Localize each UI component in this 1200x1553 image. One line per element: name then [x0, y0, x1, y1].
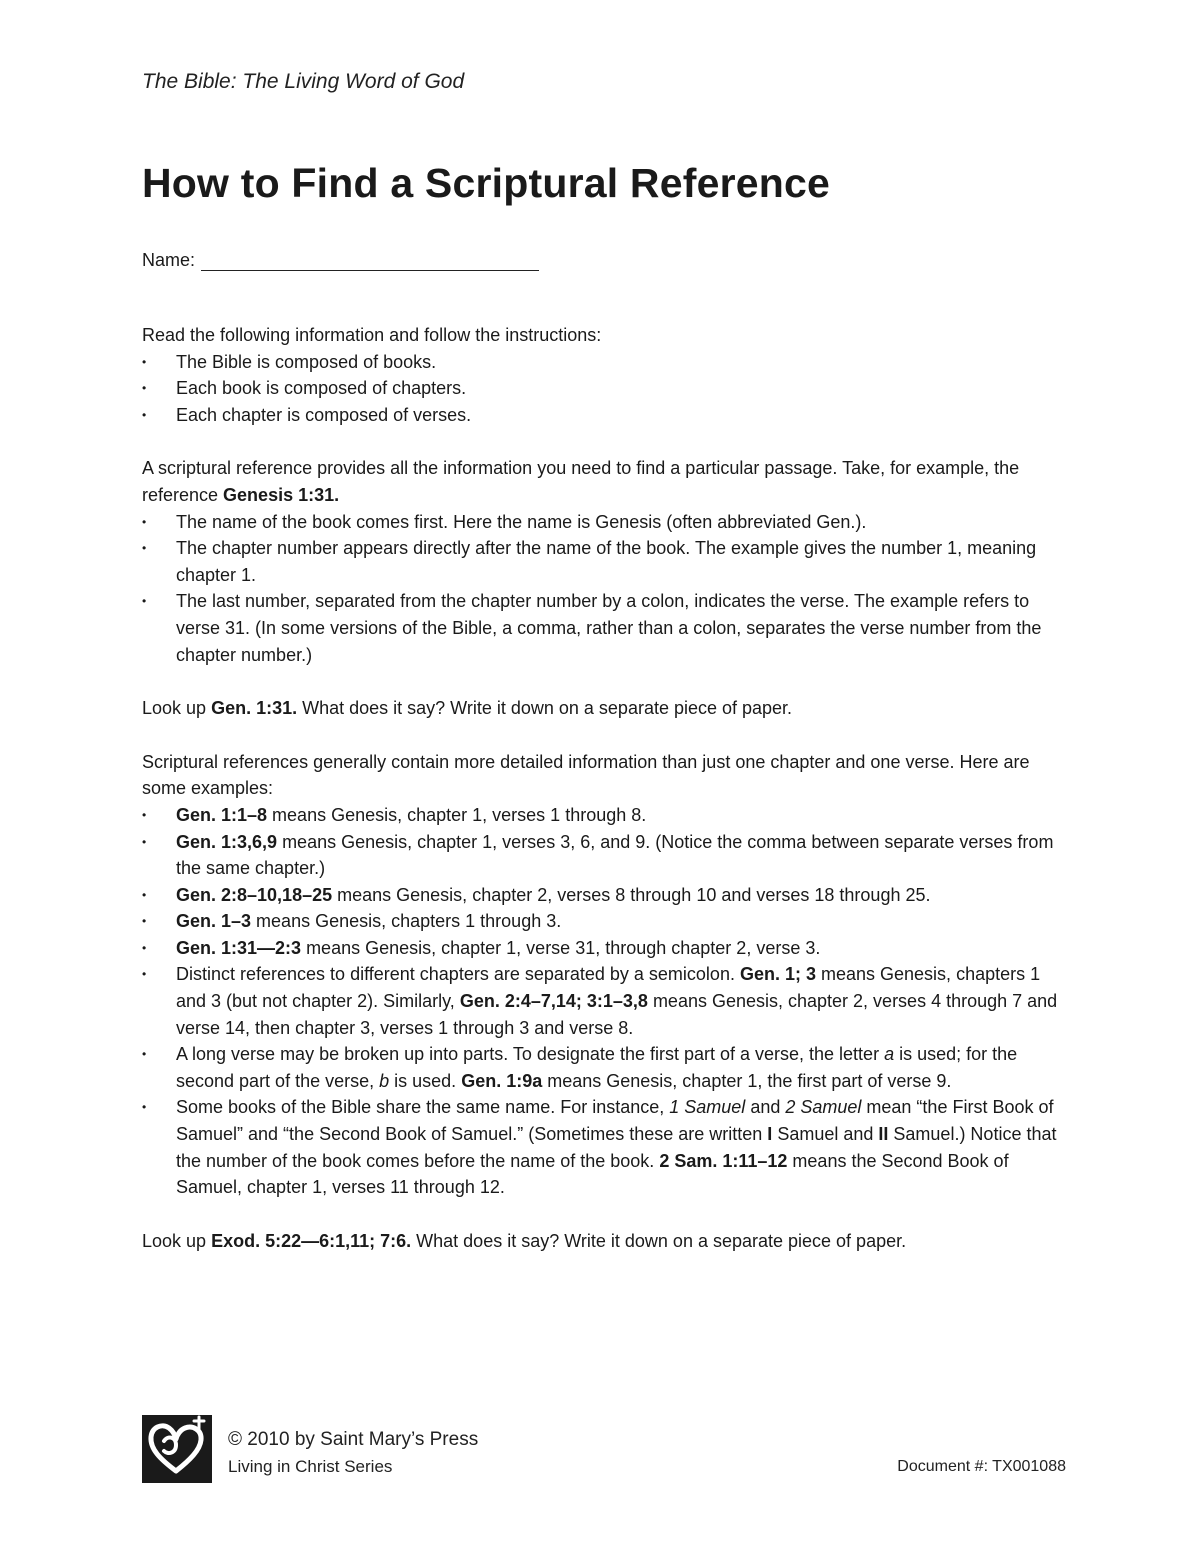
running-header: The Bible: The Living Word of God	[142, 70, 465, 93]
name-label: Name:	[142, 250, 196, 270]
document-number: Document #: TX001088	[897, 1458, 1066, 1475]
list-item: • The last number, separated from the chapter number by a colon, indicates the verse. The example refers to verse 31. (In some versions of the Bible, a comma, rather than a colon, separates the verse number from the chapter number.)	[142, 588, 1062, 668]
lookup-instruction-1: Look up Gen. 1:31. What does it say? Write it down on a separate piece of paper.	[142, 698, 793, 719]
list-item: • Gen. 1:31—2:3 means Genesis, chapter 1, verse 31, through chapter 2, verse 3.	[142, 935, 1062, 962]
list-item: • Each chapter is composed of verses.	[142, 402, 1062, 429]
list-item: • Distinct references to different chapters are separated by a semicolon. Gen. 1; 3 means Genesis, chapters 1 and 3 (but not chapter 2). Similarly, Gen. 2:4–7,14; 3:1–3,8 means Genesis, chapter 2, verses 4 through 7 and verse 14, then chapter 3, verses 1 through 3 and verse 8.	[142, 961, 1062, 1041]
bullet-icon: •	[142, 354, 147, 369]
bullet-icon: •	[142, 541, 147, 556]
reference-example: Genesis 1:31.	[223, 484, 340, 505]
list-item: • The name of the book comes first. Here the name is Genesis (often abbreviated Gen.).	[142, 509, 1062, 536]
page-footer	[142, 1415, 1072, 1485]
list-item: • The chapter number appears directly after the name of the book. The example gives the number 1, meaning chapter 1.	[142, 535, 1062, 588]
bullet-icon: •	[142, 807, 147, 822]
document-page	[142, 0, 1072, 1553]
bullet-icon: •	[142, 887, 147, 902]
bullet-icon: •	[142, 940, 147, 955]
bullet-icon: •	[142, 1047, 147, 1062]
page-title: How to Find a Scriptural Reference	[142, 160, 830, 206]
bullet-icon: •	[142, 594, 147, 609]
document-body	[142, 322, 1062, 1254]
intro-text: Read the following information and follow the instructions:	[142, 325, 602, 345]
list-item: • Some books of the Bible share the same name. For instance, 1 Samuel and 2 Samuel mean “the First Book of Samuel” and “the Second Book of Samuel.” (Sometimes these are written I Samuel and II Samuel.) Notice that the number of the book comes before the name of the book. 2 Sam. 1:11–12 means the Second Book of Samuel, chapter 1, verses 11 through 12.	[142, 1094, 1062, 1200]
list-item: • Gen. 1–3 means Genesis, chapters 1 through 3.	[142, 908, 1062, 935]
reference-intro-text: A scriptural reference provides all the information you need to find a particular passage. Take, for example, the reference Genesis 1:31.	[142, 458, 1020, 505]
lookup-instruction-2: Look up Exod. 5:22—6:1,11; 7:6. What does it say? Write it down on a separate piece of paper.	[142, 1230, 907, 1251]
list-item: • A long verse may be broken up into parts. To designate the first part of a verse, the letter a is used; for the second part of the verse, b is used. Gen. 1:9a means Genesis, chapter 1, the first part of verse 9.	[142, 1041, 1062, 1094]
intro-list	[142, 349, 1062, 429]
list-item: • Gen. 2:8–10,18–25 means Genesis, chapter 2, verses 8 through 10 and verses 18 through 25.	[142, 882, 1062, 909]
examples-intro-text: Scriptural references generally contain more detailed information than just one chapter and one verse. Here are some examples:	[142, 751, 1030, 799]
bullet-icon: •	[142, 514, 147, 529]
bullet-icon: •	[142, 914, 147, 929]
bullet-icon: •	[142, 834, 147, 849]
copyright-text: © 2010 by Saint Mary’s Press	[228, 1429, 479, 1450]
list-item: • Each book is composed of chapters.	[142, 375, 1062, 402]
bullet-icon: •	[142, 1100, 147, 1115]
list-item: • Gen. 1:1–8 means Genesis, chapter 1, verses 1 through 8.	[142, 802, 1062, 829]
examples-list	[142, 802, 1062, 1201]
name-blank-line	[201, 250, 539, 271]
bullet-icon: •	[142, 967, 147, 982]
reference-list	[142, 509, 1062, 669]
list-item: • The Bible is composed of books.	[142, 349, 1062, 376]
series-name: Living in Christ Series	[228, 1457, 393, 1476]
list-item: • Gen. 1:3,6,9 means Genesis, chapter 1, verses 3, 6, and 9. (Notice the comma between separate verses from the same chapter.)	[142, 829, 1062, 882]
bullet-icon: •	[142, 407, 147, 422]
name-row	[142, 250, 539, 271]
publisher-logo-icon	[142, 1415, 212, 1483]
bullet-icon: •	[142, 381, 147, 396]
